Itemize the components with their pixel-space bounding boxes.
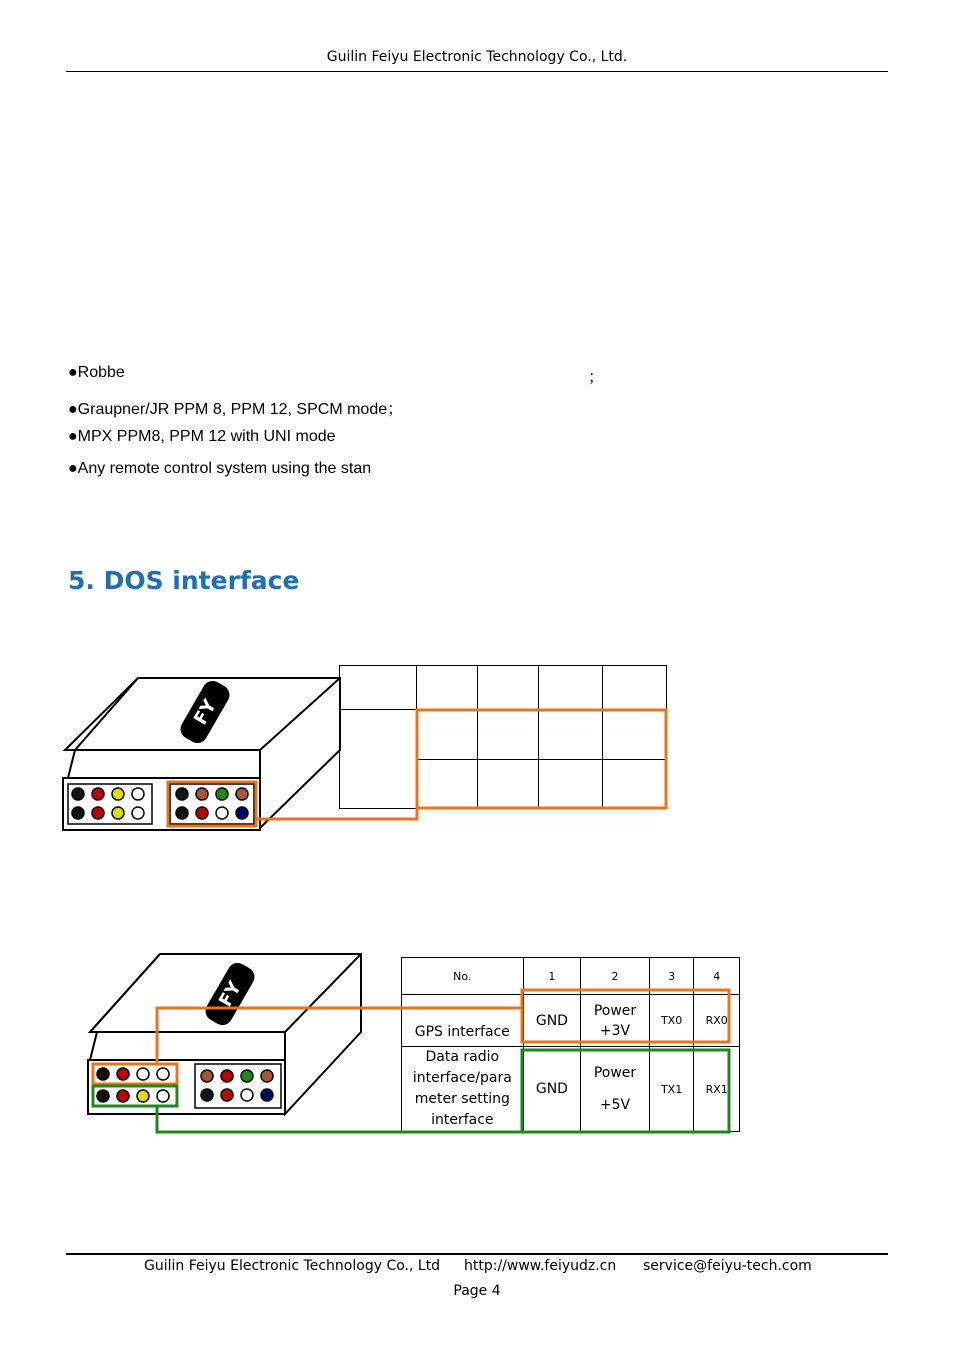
row-data-radio-pin2-line2: +5V [599, 1097, 631, 1113]
svg-text:FY: FY [190, 696, 221, 729]
row-gps-pin2-line2: +3V [599, 1022, 631, 1039]
footer-company: Guilin Feiyu Electronic Technology Co., Ltd [144, 1258, 441, 1274]
row-data-radio-line1: Data radio [425, 1049, 500, 1065]
row-data-radio-line2: interface/para [412, 1070, 512, 1086]
row-data-radio-line3: meter setting [414, 1091, 510, 1107]
row-data-radio-pin1: GND [523, 1047, 581, 1132]
bullet-graupner: ●Graupner/JR PPM 8, PPM 12, SPCM mode； [68, 401, 404, 418]
row-data-radio-pin3: TX1 [649, 1047, 694, 1132]
section-title: 5. DOS interface [68, 566, 300, 595]
footer-url[interactable]: http://www.feiyudz.cn [464, 1258, 617, 1274]
header-company: Guilin Feiyu Electronic Technology Co., Ltd. [326, 49, 628, 65]
col-header-2: 2 [581, 958, 650, 995]
row-gps-pin3: TX0 [649, 995, 694, 1047]
col-header-4: 4 [694, 958, 740, 995]
row-gps-pin2-line1: Power [593, 1002, 637, 1019]
svg-text:FY: FY [215, 978, 246, 1011]
col-header-1: 1 [523, 958, 581, 995]
footer-email[interactable]: service@feiyu-tech.com [643, 1258, 812, 1274]
footer-rule [66, 1253, 888, 1255]
bullet-any: ●Any remote control system using the stan [68, 460, 372, 477]
col-header-no: No. [402, 958, 524, 995]
row-data-radio-pin2-line1: Power [593, 1065, 637, 1081]
bullet-mpx: ●MPX PPM8, PPM 12 with UNI mode [68, 428, 336, 445]
row-gps-name: GPS interface [402, 995, 524, 1047]
col-header-3: 3 [649, 958, 694, 995]
row-data-radio-pin4: RX1 [694, 1047, 740, 1132]
row-gps-pin1: GND [523, 995, 581, 1047]
row-gps-pin4: RX0 [694, 995, 740, 1047]
row-data-radio-line4: interface [431, 1112, 494, 1128]
bullet-robbe: ●Robbe [68, 364, 125, 381]
page-number: Page 4 [453, 1283, 501, 1299]
bullet-robbe-semicolon: ； [588, 369, 605, 386]
